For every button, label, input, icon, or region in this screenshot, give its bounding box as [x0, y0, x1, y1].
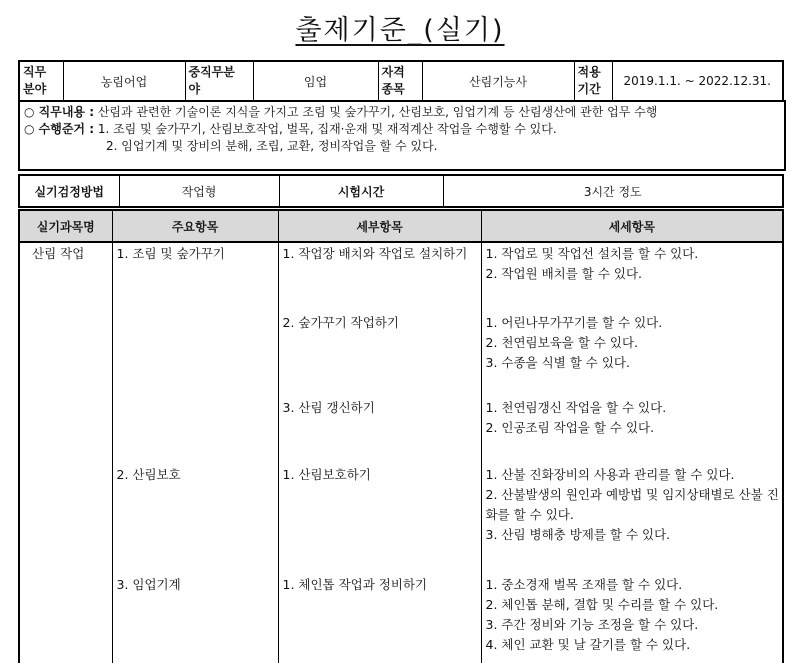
cert-value: 산림기능사	[422, 61, 574, 101]
detail-item: 3. 산림 갱신하기	[282, 400, 375, 415]
detail-item: 2. 숲가꾸기 작업하기	[282, 315, 399, 330]
sub-item-cell	[481, 242, 783, 663]
header-detail-item: 세부항목	[278, 210, 481, 242]
sub-item: 2. 작업원 배치를 할 수 있다.	[485, 266, 643, 281]
standard-line	[24, 121, 784, 138]
sub-item: 3. 산림 병해충 방제를 할 수 있다.	[485, 527, 671, 542]
time-value: 3시간 정도	[443, 175, 783, 207]
sub-item: 2. 산불발생의 원인과 예방법 및 임지상태별로 산불 진화를 할 수 있다.	[485, 487, 779, 522]
subject-cell	[19, 242, 112, 663]
detail-item: 1. 산림보호하기	[282, 467, 371, 482]
sub-item: 3. 주간 정비와 기능 조정을 할 수 있다.	[485, 617, 699, 632]
syllabus-table	[18, 209, 784, 663]
sub-item: 3. 수종을 식별 할 수 있다.	[485, 355, 630, 370]
sub-item: 1. 산불 진화장비의 사용과 관리를 할 수 있다.	[485, 467, 735, 482]
sub-item: 1. 천연림갱신 작업을 할 수 있다.	[485, 400, 667, 415]
method-label: 실기검정방법	[19, 175, 119, 207]
sub-item: 1. 어린나무가꾸기를 할 수 있다.	[485, 315, 663, 330]
method-table	[18, 174, 784, 208]
duty-label: ○ 직무내용 :	[24, 105, 94, 119]
sub-item: 1. 작업로 및 작업선 설치를 할 수 있다.	[485, 246, 699, 261]
field-value: 농림어업	[63, 61, 185, 101]
detail-item: 1. 체인톱 작업과 정비하기	[282, 577, 428, 592]
standard-line	[24, 138, 784, 155]
duty-text: 산림과 관련한 기술이론 지식을 가지고 조림 및 숲가꾸기, 산림보호, 임업기계 등 산림생산에 관한 업무 수행	[97, 105, 658, 119]
sub-item: 2. 인공조림 작업을 할 수 있다.	[485, 420, 655, 435]
main-item: 2. 산림보호	[116, 467, 181, 482]
header-main-item: 주요항목	[112, 210, 278, 242]
duty-line	[24, 104, 784, 121]
standard-label: ○ 수행준거 :	[24, 122, 94, 136]
description-box	[18, 100, 786, 171]
sub-item: 4. 체인 교환 및 날 갈기를 할 수 있다.	[485, 637, 691, 652]
period-label: 적용 기간	[574, 61, 612, 101]
header-subject: 실기과목명	[19, 210, 112, 242]
sub-item: 2. 체인톱 분해, 결합 및 수리를 할 수 있다.	[485, 597, 719, 612]
period-value: 2019.1.1. ~ 2022.12.31.	[612, 61, 783, 101]
info-table	[18, 60, 784, 102]
detail-item-cell	[278, 242, 481, 663]
standard-item: 1. 조림 및 숲가꾸기, 산림보호작업, 벌목, 집재·운재 및 재적계산 작업을 수행할 수 있다.	[97, 122, 557, 136]
page-title: 출제기준_(실기)	[295, 15, 505, 46]
field-label: 직무 분야	[19, 61, 63, 101]
main-item: 3. 임업기계	[116, 577, 181, 592]
header-sub-item: 세세항목	[481, 210, 783, 242]
cert-label: 자격 종목	[378, 61, 422, 101]
standard-item: 2. 임업기계 및 장비의 분해, 조립, 교환, 정비작업을 할 수 있다.	[106, 139, 438, 153]
main-item-cell	[112, 242, 278, 663]
detail-item: 1. 작업장 배치와 작업로 설치하기	[282, 246, 468, 261]
subject-name: 산림 작업	[32, 246, 85, 261]
middle-field-value: 임업	[253, 61, 378, 101]
main-item: 1. 조림 및 숲가꾸기	[116, 246, 225, 261]
method-value: 작업형	[119, 175, 279, 207]
time-label: 시험시간	[279, 175, 443, 207]
sub-item: 1. 중소경재 벌목 조재를 할 수 있다.	[485, 577, 683, 592]
middle-field-label: 중직무분 야	[185, 61, 253, 101]
sub-item: 2. 천연림보육을 할 수 있다.	[485, 335, 639, 350]
